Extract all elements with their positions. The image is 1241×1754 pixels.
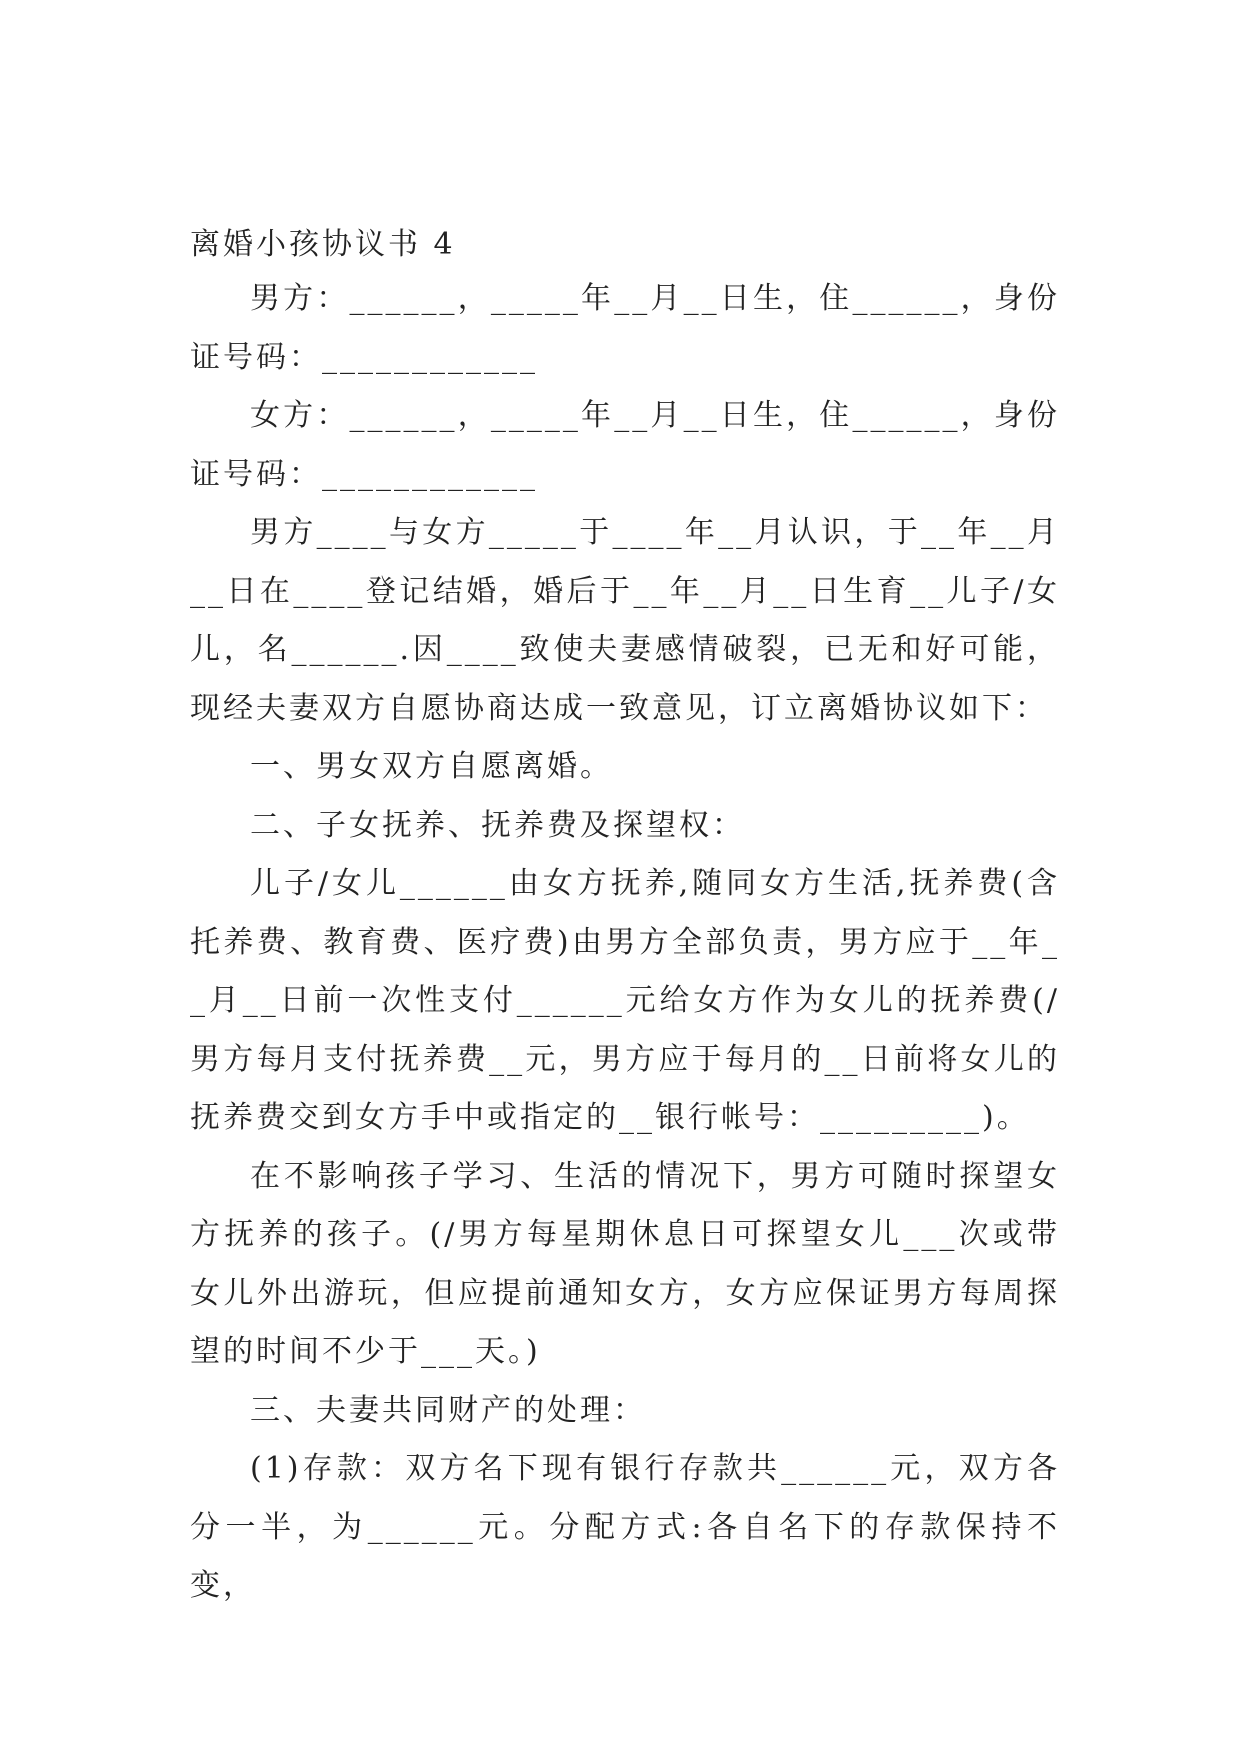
background-paragraph: 男方____与女方_____于____年__月认识，于__年__月__日在____登记结婚，婚后于__年__月__日生育__儿子/女儿，名______.因____致使夫妻感情破裂，已无和好可能，现经夫妻双方自愿协商达成一致意见，订立离婚协议如下： (190, 515, 1060, 726)
party-male-paragraph: 男方：______，_____年__月__日生，住______，身份证号码：____________ (190, 281, 1060, 375)
visitation-paragraph: 在不影响孩子学习、生活的情况下，男方可随时探望女方抚养的孩子。(/男方每星期休息日可探望女儿___次或带女儿外出游玩，但应提前通知女方，女方应保证男方每周探望的时间不少于___天。) (190, 1158, 1060, 1369)
document-body (190, 220, 1060, 1616)
deposit-paragraph: (1)存款：双方名下现有银行存款共______元，双方各分一半，为______元。分配方式:各自名下的存款保持不变， (190, 1451, 1060, 1603)
clause-two-heading: 二、子女抚养、抚养费及探望权： (250, 807, 745, 843)
clause-three-heading: 三、夫妻共同财产的处理： (250, 1392, 646, 1428)
document-title: 离婚小孩协议书 4 (190, 227, 456, 262)
clause-one-heading: 一、男女双方自愿离婚。 (250, 749, 613, 784)
party-female-paragraph: 女方：______，_____年__月__日生，住______，身份证号码：____________ (190, 398, 1060, 492)
custody-paragraph: 儿子/女儿______由女方抚养,随同女方生活,抚养费(含托养费、教育费、医疗费)由男方全部负责，男方应于__年__月__日前一次性支付______元给女方作为女儿的抚养费(/男方每月支付抚养费__元，男方应于每月的__日前将女儿的抚养费交到女方手中或指定的__银行帐号：_________)。 (190, 866, 1060, 1135)
